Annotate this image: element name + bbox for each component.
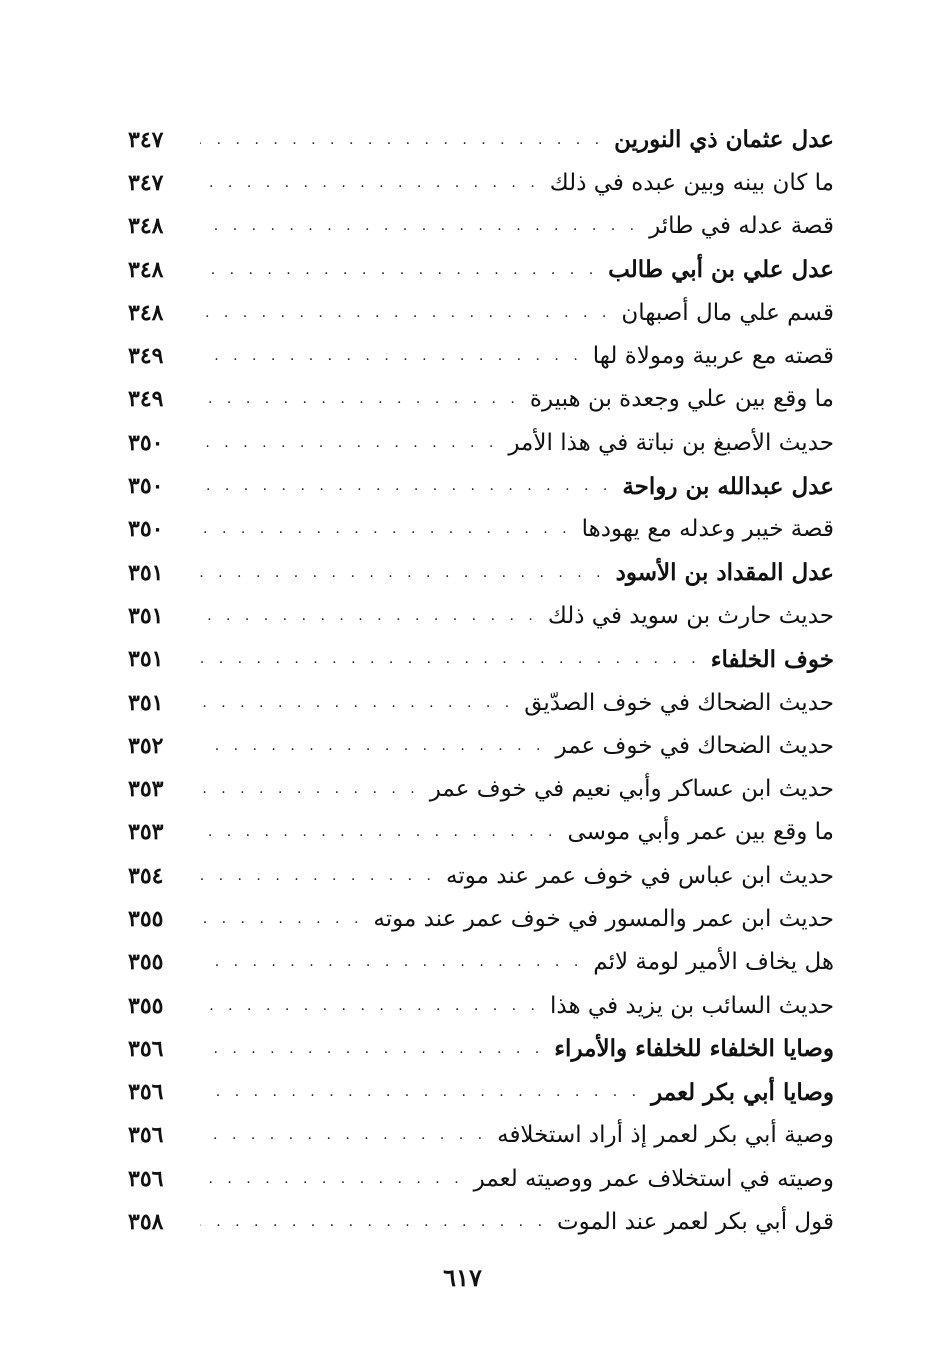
toc-entry-page: ٣٥١ [128,646,164,673]
toc-entry-page: ٣٥٨ [128,1209,164,1236]
dot-leader [200,824,558,840]
toc-entry-page: ٣٤٩ [128,343,164,370]
dot-leader [200,262,598,278]
toc-entry-title: عدل علي بن أبي طالب [608,256,834,284]
toc-entry-page: ٣٤٨ [128,213,164,240]
toc-entry [128,854,834,897]
toc-entry-page: ٣٤٧ [128,169,164,196]
toc-entry-page: ٣٥٤ [128,862,164,889]
toc-entry-title: وصية أبي بكر لعمر إذ أراد استخلافه [497,1122,834,1149]
toc-entry-title: حديث ابن عباس في خوف عمر عند موته [446,862,834,889]
toc-entry-title: ما وقع بين عمر وأبي موسى [567,819,834,846]
toc-entry-page: ٣٥٠ [128,429,164,456]
dot-leader [200,868,436,884]
toc-entry [128,984,834,1027]
toc-entry-title: حديث الأصبغ بن نباتة في هذا الأمر [508,429,834,456]
toc-entry-page: ٣٥٦ [128,1122,164,1149]
toc-entry-title: قصة خيبر وعدله مع يهودها [581,516,834,543]
toc-entry-page: ٣٤٧ [128,126,164,153]
toc-entry-title: قصته مع عربية ومولاة لها [592,343,834,370]
toc-entry [128,464,834,507]
toc-entry [128,1027,834,1070]
toc-entry-title: وصيته في استخلاف عمر ووصيته لعمر [473,1165,834,1192]
toc-entry [128,334,834,377]
toc-entry-title: ما كان بينه وبين عبده في ذلك [549,169,834,196]
dot-leader [200,781,420,797]
dot-leader [200,1084,641,1100]
toc-entry-title: عدل عثمان ذي النورين [614,126,834,154]
dot-leader [200,911,363,927]
dot-leader [200,1041,544,1057]
page-number: ٦١٧ [443,1263,482,1292]
toc-entry [128,811,834,854]
dot-leader [200,954,583,970]
toc-entry [128,248,834,291]
toc-entry [128,1071,834,1114]
dot-leader [200,175,540,191]
toc-entry-page: ٣٥٠ [128,473,164,500]
dot-leader [200,305,611,321]
toc-entry [128,724,834,767]
toc-entry-page: ٣٥٢ [128,732,164,759]
toc-entry-title: وصايا الخلفاء للخلفاء والأمراء [554,1035,834,1063]
toc-entry [128,1200,834,1243]
toc-entry-title: قسم علي مال أصبهان [621,299,834,326]
dot-leader [200,1171,464,1187]
dot-leader [200,348,583,364]
toc-entry [128,897,834,940]
dot-leader [200,695,514,711]
dot-leader [200,478,612,494]
toc-entry-title: عدل المقداد بن الأسود [615,559,834,587]
dot-leader [200,1214,547,1230]
toc-entry [128,1114,834,1157]
toc-entry-page: ٣٥٦ [128,1165,164,1192]
dot-leader [200,391,520,407]
toc-entry [128,681,834,724]
toc-entry-page: ٣٥١ [128,689,164,716]
dot-leader [200,218,639,234]
toc-entry-page: ٣٥١ [128,559,164,586]
table-of-contents [128,118,834,1244]
dot-leader [200,132,604,148]
toc-entry [128,1157,834,1200]
toc-entry-title: خوف الخلفاء [710,645,834,673]
toc-entry [128,638,834,681]
toc-entry [128,291,834,334]
toc-entry [128,508,834,551]
toc-entry-page: ٣٥٣ [128,819,164,846]
toc-entry-title: هل يخاف الأمير لومة لائم [593,949,834,976]
toc-entry-page: ٣٥٥ [128,992,164,1019]
dot-leader [200,565,606,581]
toc-entry [128,767,834,810]
toc-entry-page: ٣٥٣ [128,776,164,803]
toc-entry [128,551,834,594]
toc-entry-title: عدل عبدالله بن رواحة [622,472,834,500]
toc-entry-title: حديث السائب بن يزيد في هذا [550,992,834,1019]
dot-leader [200,998,540,1014]
dot-leader [200,738,546,754]
toc-entry-title: قصة عدله في طائر [649,213,834,240]
toc-entry-page: ٣٤٨ [128,256,164,283]
toc-entry-page: ٣٥٠ [128,516,164,543]
toc-entry-page: ٣٤٨ [128,299,164,326]
dot-leader [200,1127,487,1143]
toc-entry-title: حديث الضحاك في خوف عمر [555,732,834,759]
toc-entry [128,205,834,248]
dot-leader [200,521,572,537]
toc-entry-page: ٣٥٥ [128,949,164,976]
toc-entry-page: ٣٥٥ [128,905,164,932]
toc-entry-title: حديث حارث بن سويد في ذلك [547,602,834,629]
toc-entry [128,378,834,421]
dot-leader [200,651,701,667]
toc-entry-title: وصايا أبي بكر لعمر [651,1078,834,1106]
toc-entry [128,421,834,464]
toc-entry [128,161,834,204]
toc-entry-page: ٣٥١ [128,602,164,629]
toc-entry-title: قول أبي بكر لعمر عند الموت [557,1209,834,1236]
toc-entry-page: ٣٤٩ [128,386,164,413]
toc-entry-page: ٣٥٦ [128,1035,164,1062]
toc-entry [128,594,834,637]
toc-entry-title: حديث الضحاك في خوف الصدّيق [524,689,834,716]
toc-entry-title: حديث ابن عساكر وأبي نعيم في خوف عمر [429,776,834,803]
toc-entry-title: حديث ابن عمر والمسور في خوف عمر عند موته [373,905,834,932]
dot-leader [200,608,538,624]
toc-entry [128,941,834,984]
toc-entry [128,118,834,161]
toc-entry-title: ما وقع بين علي وجعدة بن هبيرة [529,386,834,413]
toc-entry-page: ٣٥٦ [128,1079,164,1106]
dot-leader [200,435,498,451]
